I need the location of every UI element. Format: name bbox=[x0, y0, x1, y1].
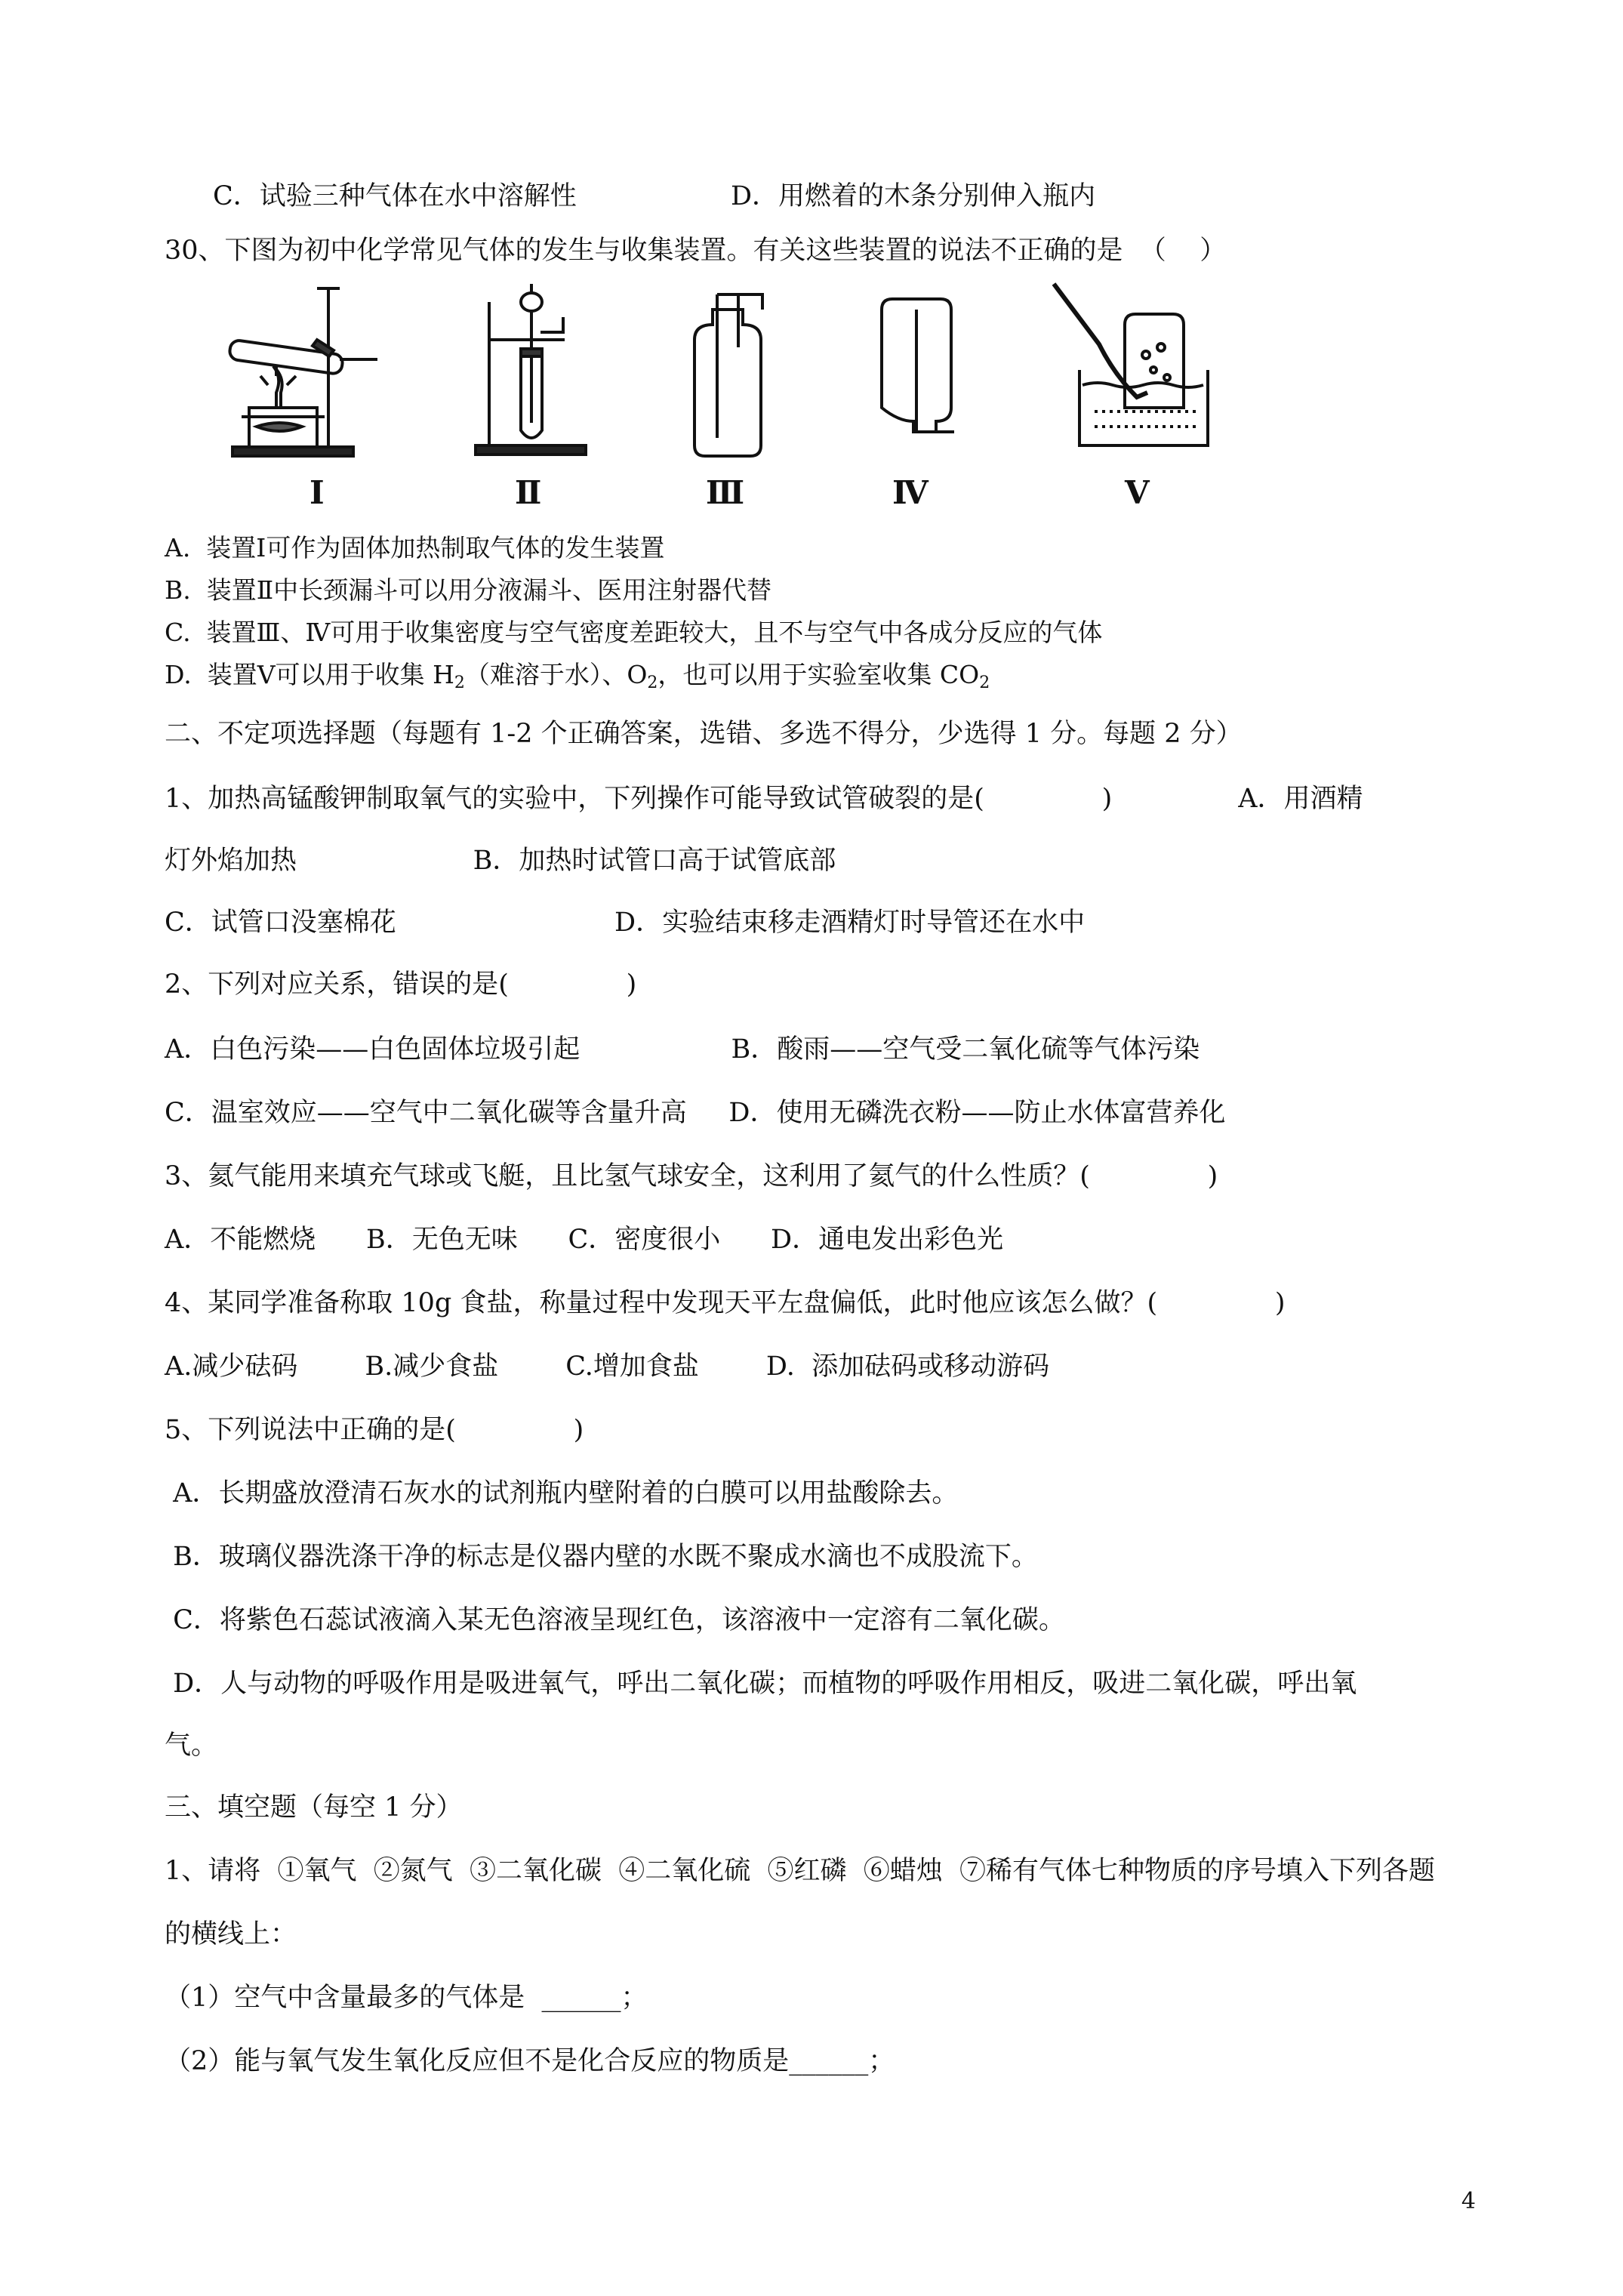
s2-q5-stem: 5、下列说法中正确的是( ) bbox=[165, 1415, 584, 1445]
s2-q4-stem: 4、某同学准备称取 10g 食盐，称量过程中发现天平左盘偏低，此时他应该怎么做？( ) bbox=[165, 1288, 1286, 1318]
apparatus-4-icon bbox=[876, 279, 959, 468]
apparatus-figure bbox=[219, 279, 1215, 521]
s2-q2-options-cd: C．温室效应——空气中二氧化碳等含量升高 D．使用无磷洗衣粉——防止水体富营养化 bbox=[165, 1098, 1226, 1128]
q30-option-d-sub-1: 2 bbox=[454, 673, 465, 692]
s2-q5-option-c: C．将紫色石蕊试液滴入某无色溶液呈现红色，该溶液中一定溶有二氧化碳。 bbox=[165, 1605, 1065, 1635]
s2-q5-option-d-line1: D．人与动物的呼吸作用是吸进氧气，呼出二氧化碳；而植物的呼吸作用相反，吸进二氧化碳，呼出氧 bbox=[165, 1669, 1357, 1699]
apparatus-3-label: Ⅲ bbox=[706, 474, 745, 511]
apparatus-2-icon bbox=[474, 279, 587, 468]
s3-q1-line1: 1、请将 ①氧气 ②氮气 ③二氧化碳 ④二氧化硫 ⑤红磷 ⑥蜡烛 ⑦稀有气体七种物质的序号填入下列各题 bbox=[165, 1856, 1436, 1886]
apparatus-1-icon bbox=[226, 279, 415, 468]
q30-option-d-sub-2: 2 bbox=[647, 673, 658, 692]
s2-q3-options: A．不能燃烧 B．无色无味 C．密度很小 D．通电发出彩色光 bbox=[165, 1225, 1004, 1255]
q30-option-d-text-2: （难溶于水）、O bbox=[464, 660, 648, 689]
q30-option-b: B. 装置Ⅱ中长颈漏斗可以用分液漏斗、医用注射器代替 bbox=[165, 575, 772, 605]
s2-q4-options: A.减少砝码 B.减少食盐 C.增加食盐 D. 添加砝码或移动游码 bbox=[165, 1351, 1050, 1382]
s3-q1-sub2: （2）能与氧气发生氧化反应但不是化合反应的物质是______； bbox=[165, 2046, 895, 2076]
section-3-heading: 三、填空题（每空 1 分） bbox=[165, 1792, 463, 1823]
section-2-heading: 二、不定项选择题（每题有 1-2 个正确答案，选错、多选不得分，少选得 1 分。每题 2 分） bbox=[165, 719, 1243, 749]
q30-option-d bbox=[165, 658, 990, 692]
s2-q1-options-line2: 灯外焰加热 B．加热时试管口高于试管底部 bbox=[165, 846, 836, 876]
s2-q5-option-d-line2: 气。 bbox=[165, 1730, 218, 1761]
q29-option-c: C．试验三种气体在水中溶解性 bbox=[213, 181, 577, 211]
apparatus-5-label: Ⅴ bbox=[1125, 474, 1150, 511]
page-number: 4 bbox=[1461, 2188, 1476, 2214]
s2-q2-stem: 2、下列对应关系，错误的是( ) bbox=[165, 969, 637, 1000]
s2-q1-stem: 1、加热高锰酸钾制取氧气的实验中，下列操作可能导致试管破裂的是( ) A．用酒精 bbox=[165, 784, 1363, 814]
s2-q5-option-b: B．玻璃仪器洗涤干净的标志是仪器内壁的水既不聚成水滴也不成股流下。 bbox=[165, 1542, 1038, 1572]
s2-q3-stem: 3、氦气能用来填充气球或飞艇，且比氢气球安全，这利用了氦气的什么性质？( ) bbox=[165, 1161, 1218, 1191]
q30-option-d-text-3: ，也可以用于实验室收集 CO bbox=[658, 660, 980, 689]
s2-q2-options-ab: A．白色污染——白色固体垃圾引起 B．酸雨——空气受二氧化硫等气体污染 bbox=[165, 1034, 1200, 1065]
s2-q5-option-a: A．长期盛放澄清石灰水的试剂瓶内壁附着的白膜可以用盐酸除去。 bbox=[165, 1478, 959, 1509]
s3-q1-line2: 的横线上： bbox=[165, 1919, 297, 1949]
q30-stem: 30、下图为初中化学常见气体的发生与收集装置。有关这些装置的说法不正确的是 （ ） bbox=[165, 236, 1227, 266]
q30-option-c: C. 装置Ⅲ、Ⅳ可用于收集密度与空气密度差距较大，且不与空气中各成分反应的气体 bbox=[165, 618, 1103, 647]
q29-option-d: D．用燃着的木条分别伸入瓶内 bbox=[731, 181, 1096, 211]
q30-option-a: A. 装置Ⅰ可作为固体加热制取气体的发生装置 bbox=[165, 533, 665, 562]
s2-q1-options-line3: C．试管口没塞棉花 D．实验结束移走酒精灯时导管还在水中 bbox=[165, 908, 1086, 938]
q30-option-d-text-1: D. 装置Ⅴ可以用于收集 H bbox=[165, 660, 454, 689]
apparatus-4-label: Ⅳ bbox=[892, 474, 929, 511]
q30-option-d-sub-3: 2 bbox=[979, 673, 990, 692]
apparatus-5-icon bbox=[1049, 279, 1215, 468]
apparatus-1-label: Ⅰ bbox=[310, 474, 325, 511]
s3-q1-sub1: （1）空气中含量最多的气体是 ______； bbox=[165, 1983, 648, 2013]
apparatus-3-icon bbox=[679, 279, 778, 468]
apparatus-2-label: Ⅱ bbox=[515, 474, 542, 511]
